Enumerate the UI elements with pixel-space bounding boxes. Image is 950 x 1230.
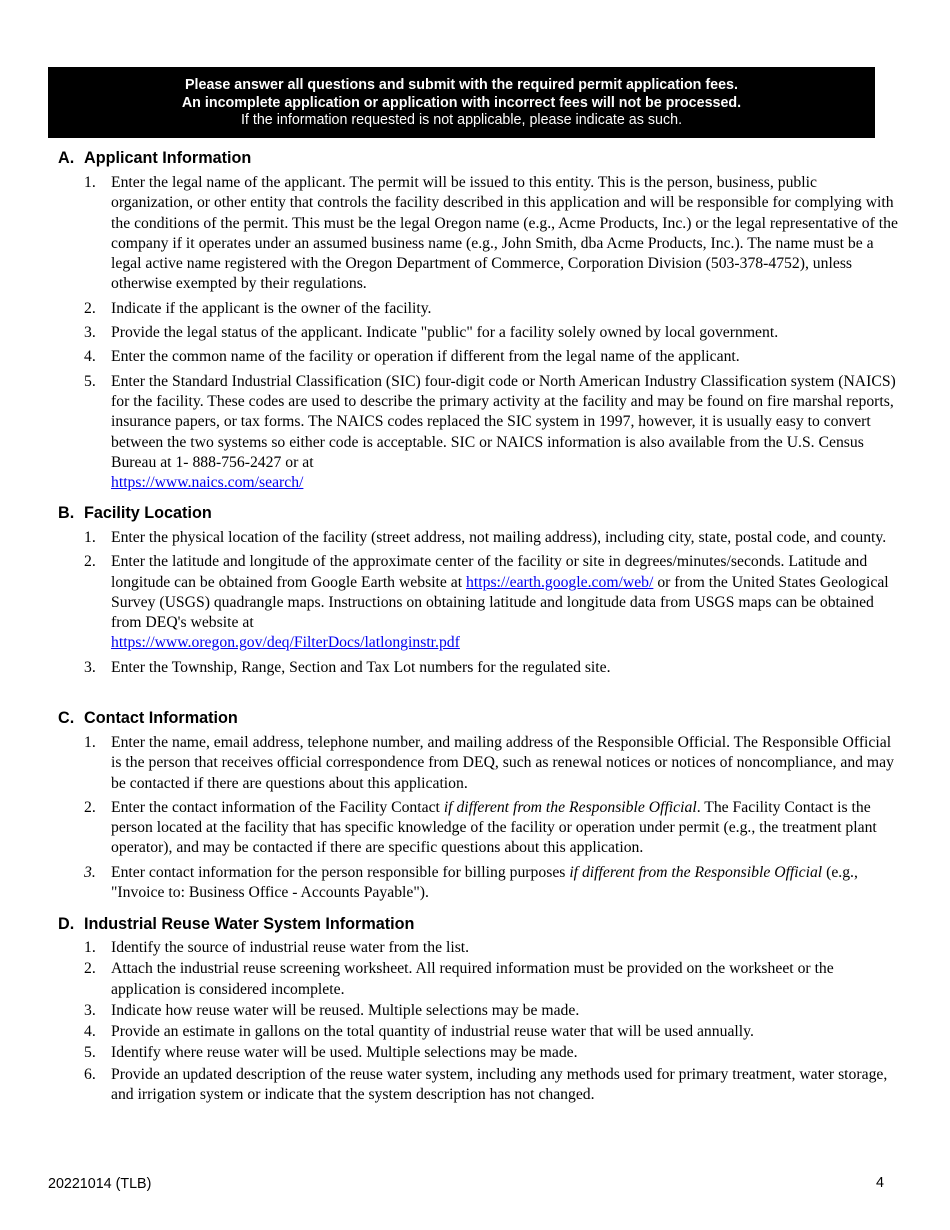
- section-applicant-information: [58, 148, 898, 493]
- item-number: 3.: [84, 863, 96, 881]
- document-id: 20221014 (TLB): [48, 1176, 152, 1192]
- item-text: Enter the Standard Industrial Classification (SIC) four-digit code or North American Industry Classification system (NAICS) for the facility. These codes are used to describe the primary activity at the facility and may be found on fire marshal reports, insurance papers, or tax forms. The NAICS codes replaced the SIC system in 1997, however, it is usually easy to convert between the two systems so either code is acceptable. SIC or NAICS information is also available from the U.S. Census Bureau at 1- 888-756-2427 or at: [111, 372, 896, 471]
- item-text: Enter the name, email address, telephone number, and mailing address of the Responsible Official. The Responsible Official is the person that receives official correspondence from DEQ, such as renewal notices or notices of noncompliance, and may be contacted if there are questions about this application.: [111, 734, 894, 792]
- item-number: 5.: [84, 1044, 96, 1062]
- item-list: [58, 938, 898, 1105]
- item-text: Enter the Township, Range, Section and Tax Lot numbers for the regulated site.: [111, 658, 611, 676]
- list-item: [58, 1001, 898, 1021]
- section-heading: [58, 148, 898, 168]
- item-number: 6.: [84, 1065, 96, 1083]
- list-item: [58, 528, 898, 548]
- section-contact-information: [58, 708, 898, 903]
- list-item: [58, 347, 898, 367]
- banner-line-3: If the information requested is not applicable, please indicate as such.: [240, 112, 683, 128]
- item-number: 3.: [84, 1001, 96, 1019]
- section-heading: [58, 503, 898, 523]
- list-item: [58, 959, 898, 1000]
- item-number: 5.: [84, 372, 96, 390]
- item-text: Enter contact information for the person responsible for billing purposes: [111, 863, 566, 881]
- instructions-banner: [48, 67, 875, 138]
- item-text: Enter the physical location of the facility (street address, not mailing address), including city, state, postal code, and county.: [111, 529, 887, 546]
- item-text: Identify the source of industrial reuse water from the list.: [111, 939, 470, 956]
- item-number: 3.: [84, 324, 96, 342]
- section-heading: [58, 708, 898, 728]
- list-item: [58, 863, 898, 904]
- section-letter: C.: [58, 709, 75, 727]
- item-text: Enter the common name of the facility or operation if different from the legal name of the applicant.: [111, 348, 740, 366]
- item-text: Provide an updated description of the reuse water system, including any methods used for primary treatment, water storage, and irrigation system or indicate that the system description has not changed.: [111, 1065, 888, 1104]
- section-letter: A.: [58, 149, 75, 167]
- naics-search-link[interactable]: https://www.naics.com/search/: [111, 474, 304, 492]
- page-number: 4: [876, 1175, 884, 1191]
- item-text: Indicate how reuse water will be reused. Multiple selections may be made.: [111, 1001, 580, 1019]
- item-emphasis: if different from the Responsible Official: [569, 863, 823, 881]
- list-item: [58, 372, 898, 494]
- list-item: [58, 1065, 898, 1106]
- item-list: [58, 733, 898, 903]
- item-text: Enter the latitude and longitude of the approximate center of the facility or site in degrees/minutes/seconds. Latitude and longitude can be obtained from Google Earth website at: [111, 553, 868, 591]
- item-number: 4.: [84, 1023, 96, 1041]
- list-item: [58, 1043, 898, 1063]
- item-number: 1.: [84, 529, 96, 546]
- list-item: [58, 323, 898, 343]
- item-text: Indicate if the applicant is the owner of the facility.: [111, 299, 432, 317]
- item-number: 1.: [84, 174, 96, 191]
- list-item: [58, 938, 898, 958]
- item-text: (e.g., "Invoice to: Business Office - Accounts Payable").: [111, 863, 858, 902]
- item-text: . The Facility Contact is the person located at the facility that has specific knowledge of the facility or operation under permit (e.g., the treatment plant operator), and may be contacted if there are specific questions about this application.: [111, 798, 877, 857]
- item-list: [58, 528, 898, 678]
- item-number: 2.: [84, 960, 96, 978]
- section-title: Industrial Reuse Water System Information: [84, 915, 415, 933]
- item-text: Enter the legal name of the applicant. The permit will be issued to this entity. This is the person, business, public organization, or other entity that controls the facility described in this application and will be responsible for complying with the conditions of the permit. This must be the legal Oregon name (e.g., Acme Products, Inc.) or the legal representative of the company if it operates under an assumed business name (e.g., John Smith, dba Acme Products, Inc.). The name must be a legal active name registered with the Oregon Department of Commerce, Corporation Division (503-378-4752), unless otherwise exempted by their regulations.: [111, 174, 898, 293]
- item-emphasis: if different from the Responsible Official: [443, 798, 697, 816]
- item-text: Identify where reuse water will be used. Multiple selections may be made.: [111, 1044, 578, 1062]
- section-heading: [58, 914, 898, 934]
- item-text: or from the United States Geological Survey (USGS) quadrangle maps. Instructions on obtaining latitude and longitude data from USGS maps can be obtained from DEQ's website at: [111, 573, 889, 632]
- item-number: 2.: [84, 798, 96, 816]
- item-number: 3.: [84, 658, 96, 676]
- list-item: [58, 658, 898, 678]
- banner-line-2: An incomplete application or application with incorrect fees will not be processed.: [181, 94, 742, 111]
- item-number: 4.: [84, 348, 96, 366]
- section-industrial-reuse-water: [58, 914, 898, 1105]
- section-title: Contact Information: [84, 709, 238, 727]
- deq-latlong-link[interactable]: https://www.oregon.gov/deq/FilterDocs/latlonginstr.pdf: [111, 634, 460, 652]
- item-number: 2.: [84, 553, 96, 571]
- item-number: 2.: [84, 299, 96, 317]
- item-text: Provide an estimate in gallons on the total quantity of industrial reuse water that will be used annually.: [111, 1023, 754, 1041]
- item-text: Provide the legal status of the applicant. Indicate "public" for a facility solely owned by local government.: [111, 324, 779, 342]
- section-letter: D.: [58, 915, 75, 933]
- section-title: Facility Location: [84, 504, 212, 522]
- list-item: [58, 733, 898, 794]
- item-text: Enter the contact information of the Facility Contact: [111, 798, 440, 816]
- section-title: Applicant Information: [84, 149, 252, 167]
- item-text: Attach the industrial reuse screening worksheet. All required information must be provided on the worksheet or the application is considered incomplete.: [111, 960, 834, 998]
- list-item: [58, 299, 898, 319]
- section-letter: B.: [58, 504, 75, 522]
- item-list: [58, 173, 898, 493]
- list-item: [58, 1022, 898, 1042]
- list-item: [58, 552, 898, 653]
- google-earth-link[interactable]: https://earth.google.com/web/: [466, 573, 654, 591]
- item-number: 1.: [84, 939, 96, 956]
- list-item: [58, 173, 898, 295]
- section-facility-location: [58, 503, 898, 678]
- item-number: 1.: [84, 734, 96, 751]
- list-item: [58, 798, 898, 859]
- banner-line-1: Please answer all questions and submit with the required permit application fees.: [185, 77, 738, 93]
